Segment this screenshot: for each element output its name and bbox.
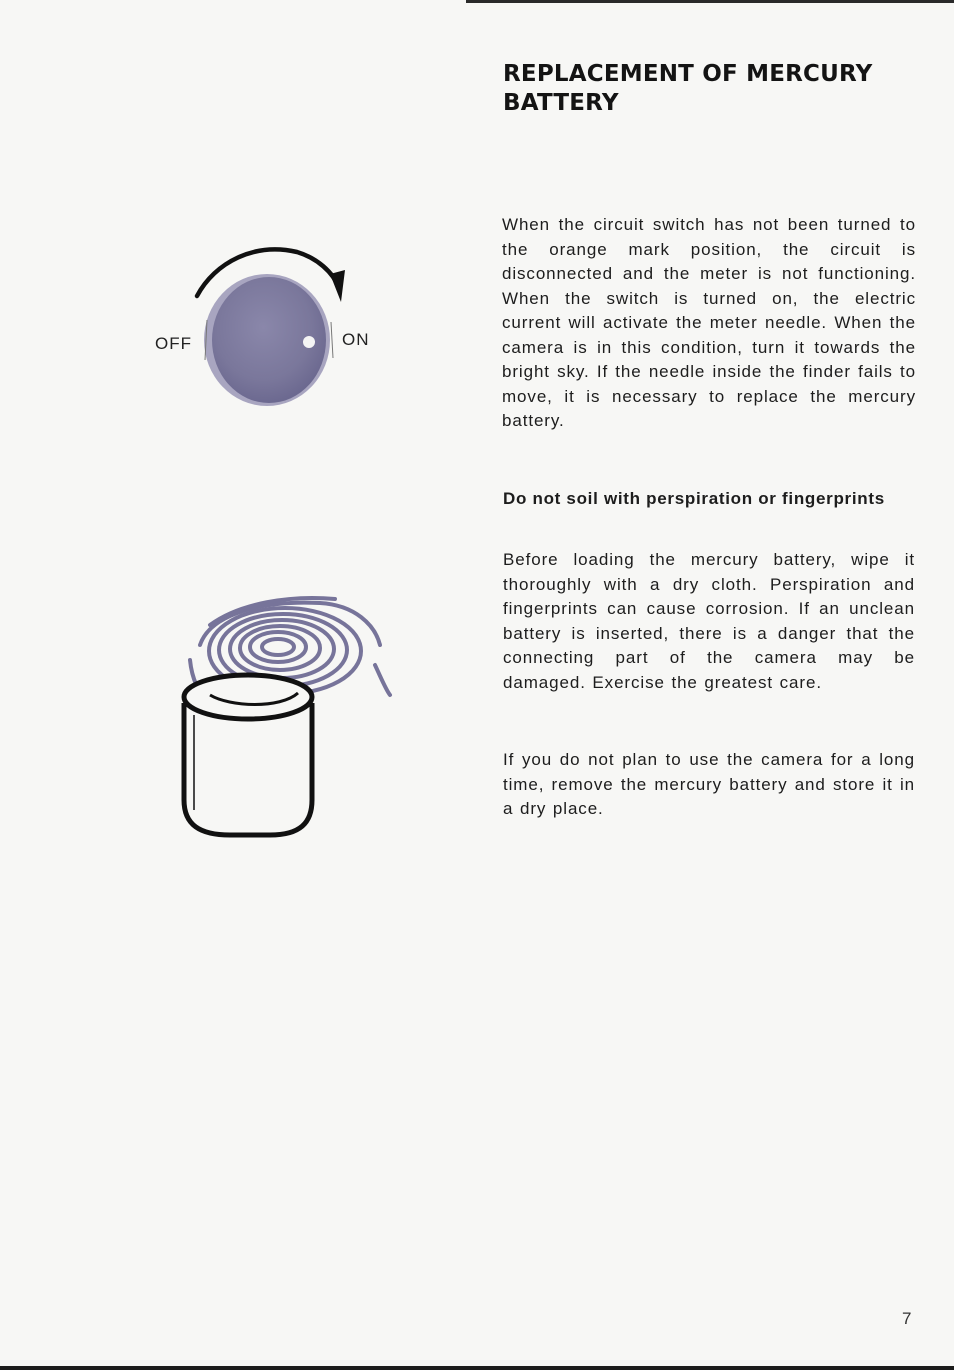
switch-off-label: OFF xyxy=(155,334,192,353)
battery-icon xyxy=(184,675,312,835)
paragraph-before-loading: Before loading the mercury battery, wipe it thoroughly with a dry cloth. Perspiration and fingerprints can cause corrosion. If an unclean battery is inserted, there is a danger that the connecting part of the camera may be damaged. Exercise the greatest care. xyxy=(503,550,915,692)
top-rule xyxy=(466,0,954,3)
page-number: 7 xyxy=(902,1309,912,1328)
subheading-do-not-soil: Do not soil with perspiration or fingerprints xyxy=(503,489,885,508)
switch-on-label: ON xyxy=(342,330,370,349)
bottom-rule xyxy=(0,1366,954,1370)
circuit-switch-dial-icon xyxy=(185,240,350,415)
paragraph-long-storage: If you do not plan to use the camera for a long time, remove the mercury battery and store it in a dry place. xyxy=(503,750,915,818)
paragraph-circuit-switch: When the circuit switch has not been turned to the orange mark position, the circuit is disconnected and the meter is not functioning. When the switch is turned on, the electric current will activate the meter needle. When the camera is in this condition, turn it towards the bright sky. If the needle inside the finder fails to move, it is necessary to replace the mercury battery. xyxy=(502,215,916,430)
page-title: REPLACEMENT OF MERCURY BATTERY xyxy=(503,61,873,116)
battery-fingerprint-icon xyxy=(170,585,400,845)
